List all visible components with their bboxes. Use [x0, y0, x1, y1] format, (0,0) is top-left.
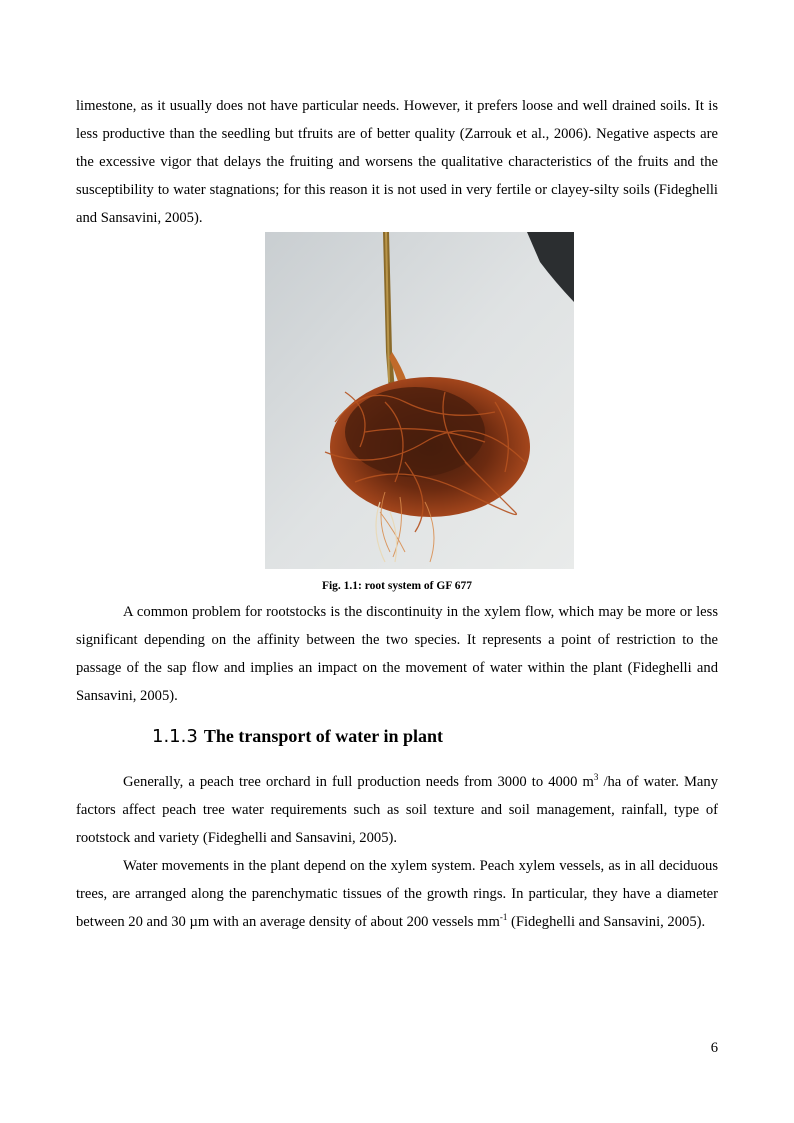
root-system-image	[265, 232, 574, 569]
figure-caption: Fig. 1.1: root system of GF 677	[321, 580, 473, 592]
section-title: The transport of water in plant	[203, 726, 443, 746]
section-body	[76, 768, 718, 936]
paragraph-water-needs	[76, 768, 718, 852]
section-number: 1.1.3	[152, 726, 198, 747]
text-segment: (Fideghelli and Sansavini, 2005).	[507, 914, 706, 930]
text-segment: Generally, a peach tree orchard in full production needs from 3000 to 4000 m	[123, 774, 594, 790]
text-segment: Water movements in the plant depend on the xylem system. Peach xylem vessels, as in all deciduous trees, are arranged along the parenchymatic tissues of the growth rings. In particular, they have a diameter between 20 and 30 µm with an average density of about 200 vessels mm	[76, 858, 718, 930]
superscript: -1	[499, 912, 508, 923]
paragraph-xylem	[76, 852, 718, 936]
text-segment: /ha of water. Many factors affect peach tree water requirements such as soil texture and soil management, rainfall, type of rootstock and variety (Fideghelli and Sansavini, 2005).	[76, 774, 718, 846]
body-text: A common problem for rootstocks is the discontinuity in the xylem flow, which may be more or less significant depending on the affinity between the two species. It represents a point of restriction to the passage of the sap flow and implies an impact on the movement of water within the plant (Fideghelli and Sansavini, 2005).	[76, 604, 718, 704]
section-heading	[152, 726, 443, 747]
paragraph-limestone	[76, 92, 718, 232]
superscript: 3	[593, 772, 599, 783]
page-number: 6	[710, 1040, 718, 1056]
body-text: limestone, as it usually does not have particular needs. However, it prefers loose and well drained soils. It is less productive than the seedling but tfruits are of better quality (Zarrouk et al., 2006). Negative aspects are the excessive vigor that delays the fruiting and worsens the qualitative characteristics of the fruits and the susceptibility to water stagnations; for this reason it is not used in very fertile or clayey-silty soils (Fideghelli and Sansavini, 2005).	[76, 98, 718, 226]
paragraph-rootstocks	[76, 598, 718, 710]
root-system-photo	[265, 232, 574, 569]
